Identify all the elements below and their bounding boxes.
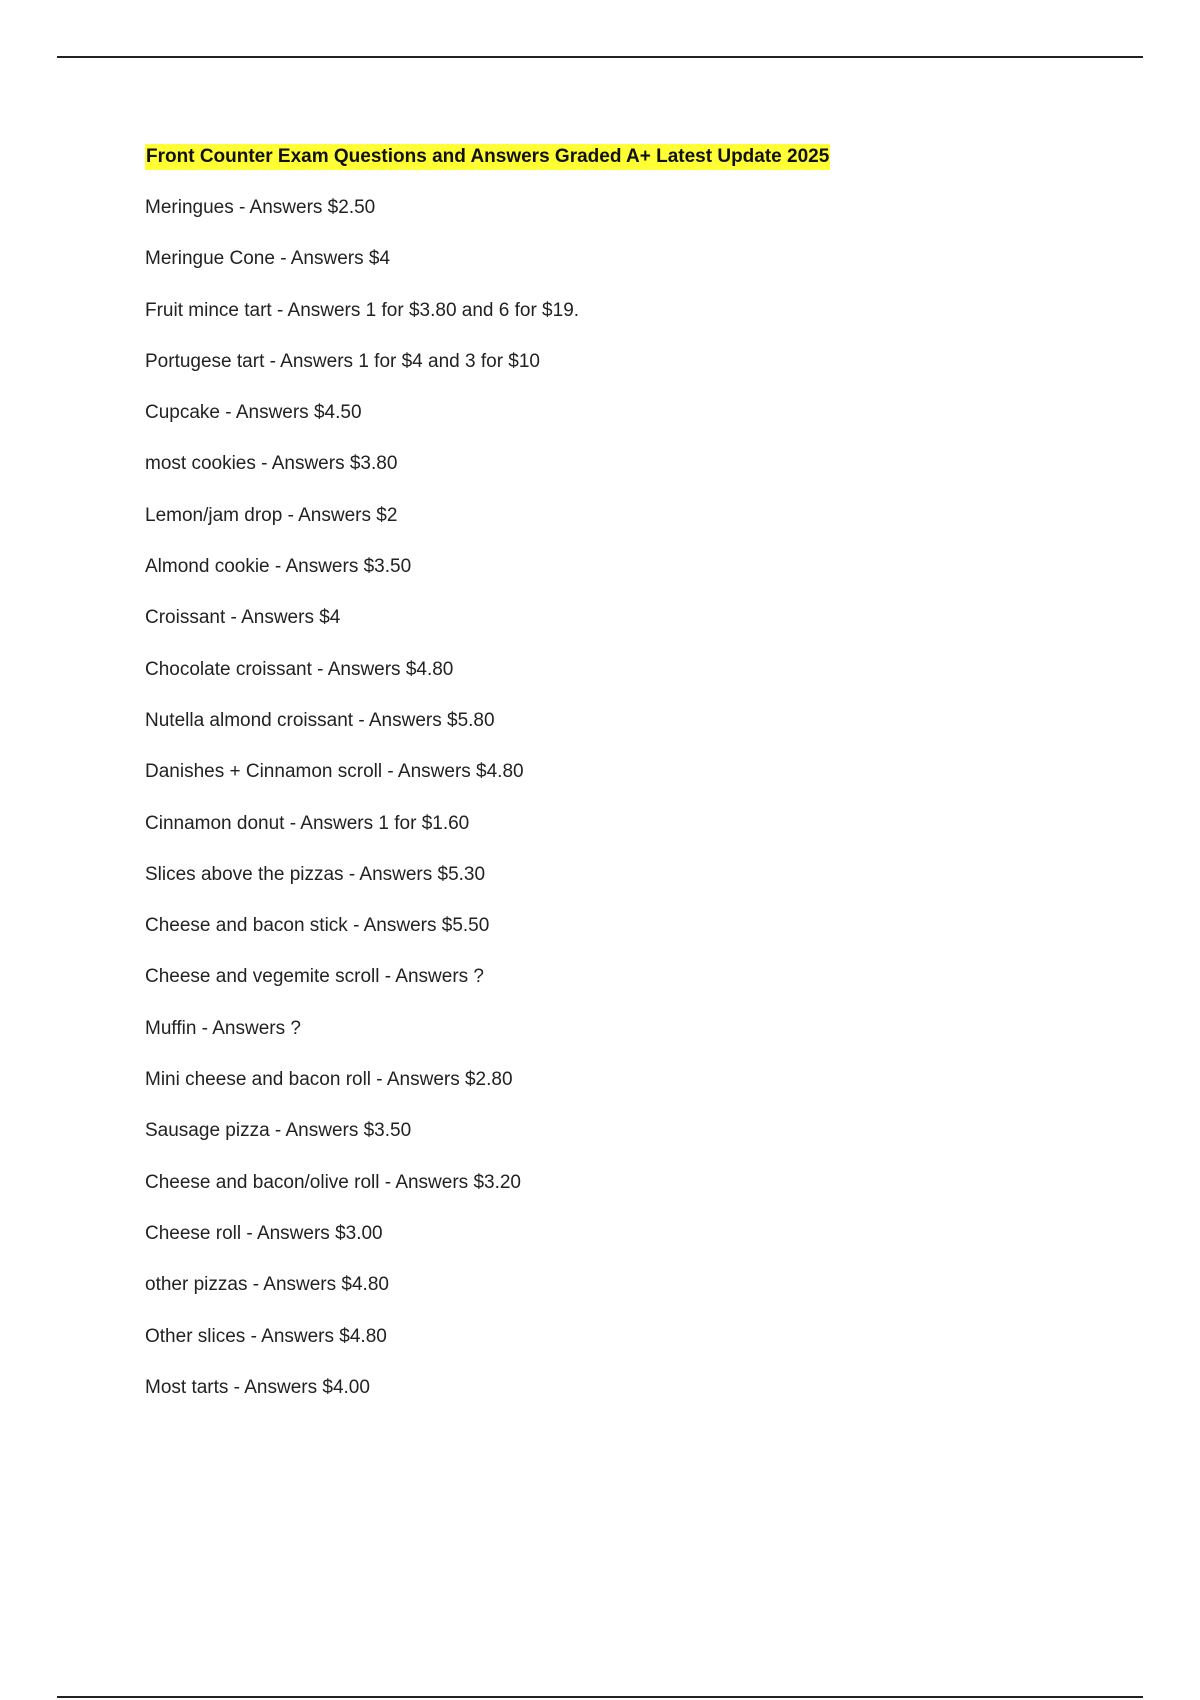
qa-item: Fruit mince tart - Answers 1 for $3.80 and 6 for $19. — [145, 299, 580, 321]
qa-item: Lemon/jam drop - Answers $2 — [145, 504, 398, 526]
qa-item: other pizzas - Answers $4.80 — [145, 1274, 389, 1296]
document-body — [145, 144, 1105, 1401]
qa-item: Almond cookie - Answers $3.50 — [145, 556, 412, 578]
qa-item: Meringues - Answers $2.50 — [145, 197, 376, 218]
qa-item: Cheese and vegemite scroll - Answers ? — [145, 966, 484, 988]
qa-list — [145, 195, 1105, 1401]
qa-item: Nutella almond croissant - Answers $5.80 — [145, 709, 495, 731]
qa-item: Chocolate croissant - Answers $4.80 — [145, 658, 454, 680]
qa-item: Cheese and bacon/olive roll - Answers $3.20 — [145, 1171, 522, 1193]
qa-item: Other slices - Answers $4.80 — [145, 1325, 387, 1347]
qa-item: Most tarts - Answers $4.00 — [145, 1376, 370, 1398]
qa-item: Meringue Cone - Answers $4 — [145, 248, 391, 270]
qa-item: Cheese and bacon stick - Answers $5.50 — [145, 915, 490, 937]
qa-item: Croissant - Answers $4 — [145, 607, 341, 629]
page-header-rule — [57, 56, 1143, 58]
document-title: Front Counter Exam Questions and Answers Graded A+ Latest Update 2025 — [145, 144, 830, 170]
qa-item: Slices above the pizzas - Answers $5.30 — [145, 863, 486, 885]
qa-item: Cinnamon donut - Answers 1 for $1.60 — [145, 812, 470, 834]
qa-item: Sausage pizza - Answers $3.50 — [145, 1120, 412, 1142]
qa-item: Cheese roll - Answers $3.00 — [145, 1222, 383, 1244]
qa-item: Mini cheese and bacon roll - Answers $2.80 — [145, 1069, 513, 1091]
qa-item: Muffin - Answers ? — [145, 1017, 301, 1039]
qa-item: Portugese tart - Answers 1 for $4 and 3 for $10 — [145, 350, 541, 372]
qa-item: Danishes + Cinnamon scroll - Answers $4.80 — [145, 761, 524, 783]
page-footer-rule — [57, 1696, 1143, 1698]
qa-item: Cupcake - Answers $4.50 — [145, 402, 362, 424]
qa-item: most cookies - Answers $3.80 — [145, 453, 398, 475]
